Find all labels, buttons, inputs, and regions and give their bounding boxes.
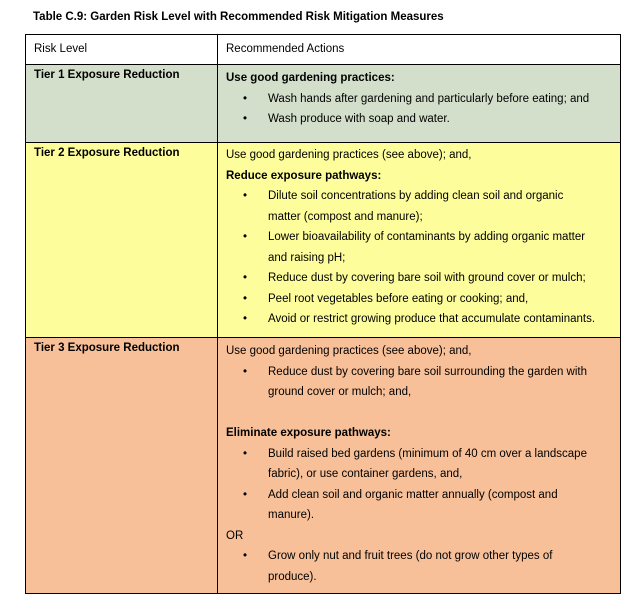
list-item: • Wash hands after gardening and particularly before eating; and <box>226 89 612 110</box>
list-item: • Reduce dust by covering bare soil surrounding the garden with ground cover or mulch; and, <box>226 362 612 403</box>
bullet-icon: • <box>243 231 248 243</box>
bullet-icon: • <box>243 313 248 325</box>
table-row-tier-1 <box>26 65 621 143</box>
list-item: • Lower bioavailability of contaminants by adding organic matter and raising pH; <box>226 227 612 268</box>
tier-2-subheading: Reduce exposure pathways: <box>226 169 382 182</box>
bullet-icon: • <box>243 488 248 501</box>
tier-3-intro: Use good gardening practices (see above); and, <box>226 345 472 357</box>
bullet-icon: • <box>243 272 248 284</box>
tier-3-label: Tier 3 Exposure Reduction <box>34 342 180 354</box>
risk-mitigation-table <box>25 34 621 594</box>
bullet-icon: • <box>243 365 248 378</box>
tier-2-cell <box>26 143 218 338</box>
tier-3-or: OR <box>226 529 244 542</box>
tier-2-intro: Use good gardening practices (see above); and, <box>226 149 472 161</box>
bullet-icon: • <box>243 550 248 562</box>
list-item: • Wash produce with soap and water. <box>226 109 612 130</box>
list-item: • Peel root vegetables before eating or cooking; and, <box>226 289 612 310</box>
tier-2-actions <box>218 143 621 338</box>
tier-3-actions <box>218 338 621 594</box>
bullet-icon: • <box>243 92 248 105</box>
tier-1-actions <box>218 65 621 143</box>
tier-1-label: Tier 1 Exposure Reduction <box>34 69 180 81</box>
bullet-icon: • <box>243 113 248 125</box>
bullet-icon: • <box>243 292 248 305</box>
header-row <box>26 35 621 65</box>
tier-2-label: Tier 2 Exposure Reduction <box>34 147 180 159</box>
list-item: • Reduce dust by covering bare soil with ground cover or mulch; <box>226 268 612 289</box>
bullet-icon: • <box>243 190 248 202</box>
list-item: • Grow only nut and fruit trees (do not grow other types of produce). <box>226 546 612 587</box>
table-row-tier-3 <box>26 338 621 594</box>
tier-1-cell <box>26 65 218 143</box>
table-caption: Table C.9: Garden Risk Level with Recommended Risk Mitigation Measures <box>33 11 444 23</box>
bullet-icon: • <box>243 447 248 460</box>
header-risk-level: Risk Level <box>26 35 218 65</box>
tier-3-subheading: Eliminate exposure pathways: <box>226 427 391 439</box>
tier-1-intro: Use good gardening practices: <box>226 72 395 84</box>
list-item: • Avoid or restrict growing produce that accumulate contaminants. <box>226 309 612 330</box>
list-item: • Build raised bed gardens (minimum of 40 cm over a landscape fabric), or use container gardens, and, <box>226 444 612 485</box>
header-recommended-actions: Recommended Actions <box>218 35 621 65</box>
list-item: • Dilute soil concentrations by adding clean soil and organic matter (compost and manure); <box>226 186 612 227</box>
table-row-tier-2 <box>26 143 621 338</box>
tier-3-cell <box>26 338 218 594</box>
list-item: • Add clean soil and organic matter annually (compost and manure). <box>226 485 612 526</box>
